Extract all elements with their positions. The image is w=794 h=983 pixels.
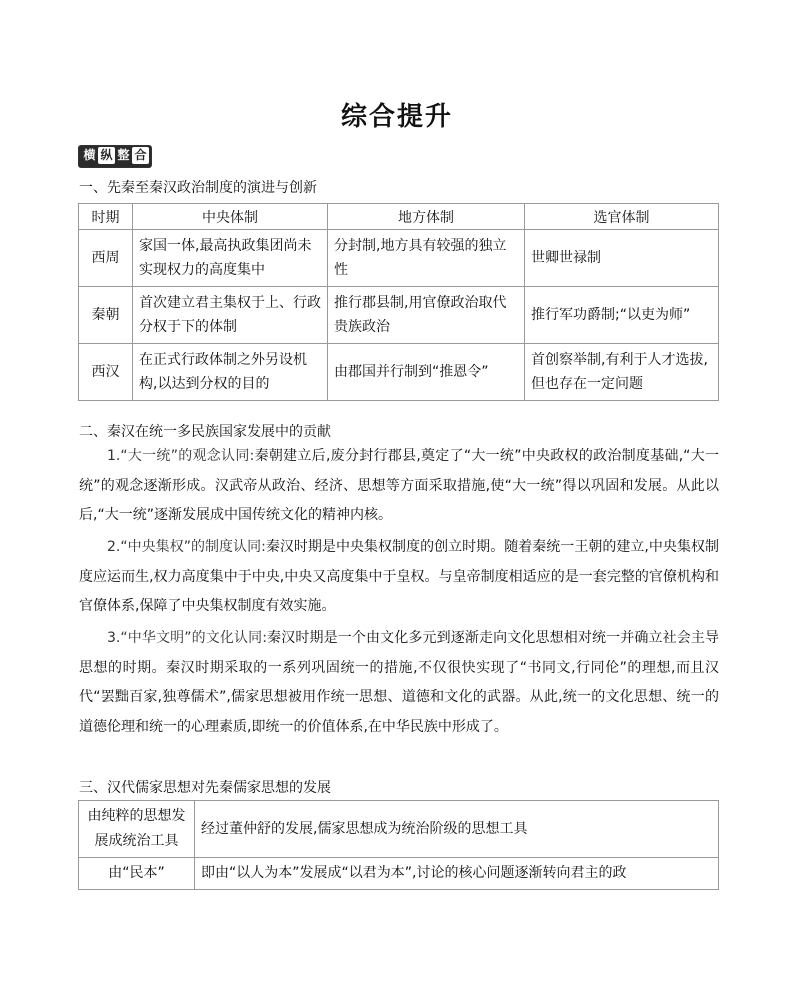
confucianism-development-table — [78, 800, 719, 890]
table-cell: 在正式行政体制之外另设机构,以达到分权的目的 — [133, 344, 328, 401]
table-cell: 西汉 — [79, 344, 133, 401]
table-cell: 由郡国并行制到“推恩令” — [328, 344, 525, 401]
table-row — [79, 801, 719, 858]
political-system-table — [78, 203, 719, 401]
table-cell: 首创察举制,有利于人才选拔,但也存在一定问题 — [525, 344, 719, 401]
table-cell: 首次建立君主集权于上、行政分权于下的体制 — [133, 287, 328, 344]
table-cell: 即由“以人为本”发展成“以君为本”,讨论的核心问题逐渐转向君主的政 — [195, 858, 719, 890]
column-header: 地方体制 — [328, 204, 525, 230]
table-cell: 分封制,地方具有较强的独立性 — [328, 230, 525, 287]
table-cell: 由“民本” — [79, 858, 195, 890]
page-title: 综合提升 — [340, 102, 453, 132]
table-row — [79, 230, 719, 287]
table-cell: 推行军功爵制;“以吏为师” — [525, 287, 719, 344]
badge-char: 整 — [117, 148, 130, 162]
table-header-row — [79, 204, 719, 230]
paragraph — [79, 533, 719, 622]
column-header: 时期 — [79, 204, 133, 230]
table-cell: 推行郡县制,用官僚政治取代贵族政治 — [328, 287, 525, 344]
section2-heading: 二、秦汉在统一多民族国家发展中的贡献 — [79, 424, 331, 440]
table-row — [79, 858, 719, 890]
paragraph-body: 秦朝建立后,废分封行郡县,奠定了“大一统”中央政权的政治制度基础,“大一统”的观念逐渐形成。汉武帝从政治、经济、思想等方面采取措施,使“大一统”得以巩固和发展。从此以后,“大一统”逐渐发展成中国传统文化的精神内核。 — [79, 448, 719, 523]
paragraph-lead: 3.“中华文明”的文化认同: — [107, 630, 267, 646]
paragraph-lead: 1.“大一统”的观念认同: — [107, 448, 255, 464]
table-cell: 由纯粹的思想发展成统治工具 — [79, 801, 195, 858]
table-row — [79, 287, 719, 344]
table-cell: 西周 — [79, 230, 133, 287]
paragraph-body: 秦汉时期是中央集权制度的创立时期。随着秦统一王朝的建立,中央集权制度应运而生,权力高度集中于中央,中央又高度集中于皇权。与皇帝制度相适应的是一套完整的官僚机构和官僚体系,保障了中央集权制度有效实施。 — [79, 539, 719, 614]
table-cell: 家国一体,最高执政集团尚未实现权力的高度集中 — [133, 230, 328, 287]
paragraph — [79, 624, 719, 742]
table-cell: 世卿世禄制 — [525, 230, 719, 287]
badge-char: 横 — [83, 148, 96, 162]
badge-char: 合 — [132, 147, 149, 164]
table-cell: 经过董仲舒的发展,儒家思想成为统治阶级的思想工具 — [195, 801, 719, 858]
section1-heading: 一、先秦至秦汉政治制度的演进与创新 — [79, 180, 317, 196]
section3-heading: 三、汉代儒家思想对先秦儒家思想的发展 — [79, 780, 331, 796]
column-header: 中央体制 — [133, 204, 328, 230]
paragraph-lead: 2.“中央集权”的制度认同: — [107, 539, 266, 555]
paragraph-body: 秦汉时期是一个由文化多元到逐渐走向文化思想相对统一并确立社会主导思想的时期。秦汉时期采取的一系列巩固统一的措施,不仅很快实现了“书同文,行同伦”的理想,而且汉代“罢黜百家,独尊儒术”,儒家思想被用作统一思想、道德和文化的武器。从此,统一的文化思想、统一的道德伦理和统一的心理素质,即统一的价值体系,在中华民族中形成了。 — [79, 630, 719, 735]
table-row — [79, 344, 719, 401]
column-header: 选官体制 — [525, 204, 719, 230]
section-badge — [78, 145, 152, 168]
badge-char: 纵 — [98, 147, 115, 164]
paragraph — [79, 442, 719, 531]
table-cell: 秦朝 — [79, 287, 133, 344]
